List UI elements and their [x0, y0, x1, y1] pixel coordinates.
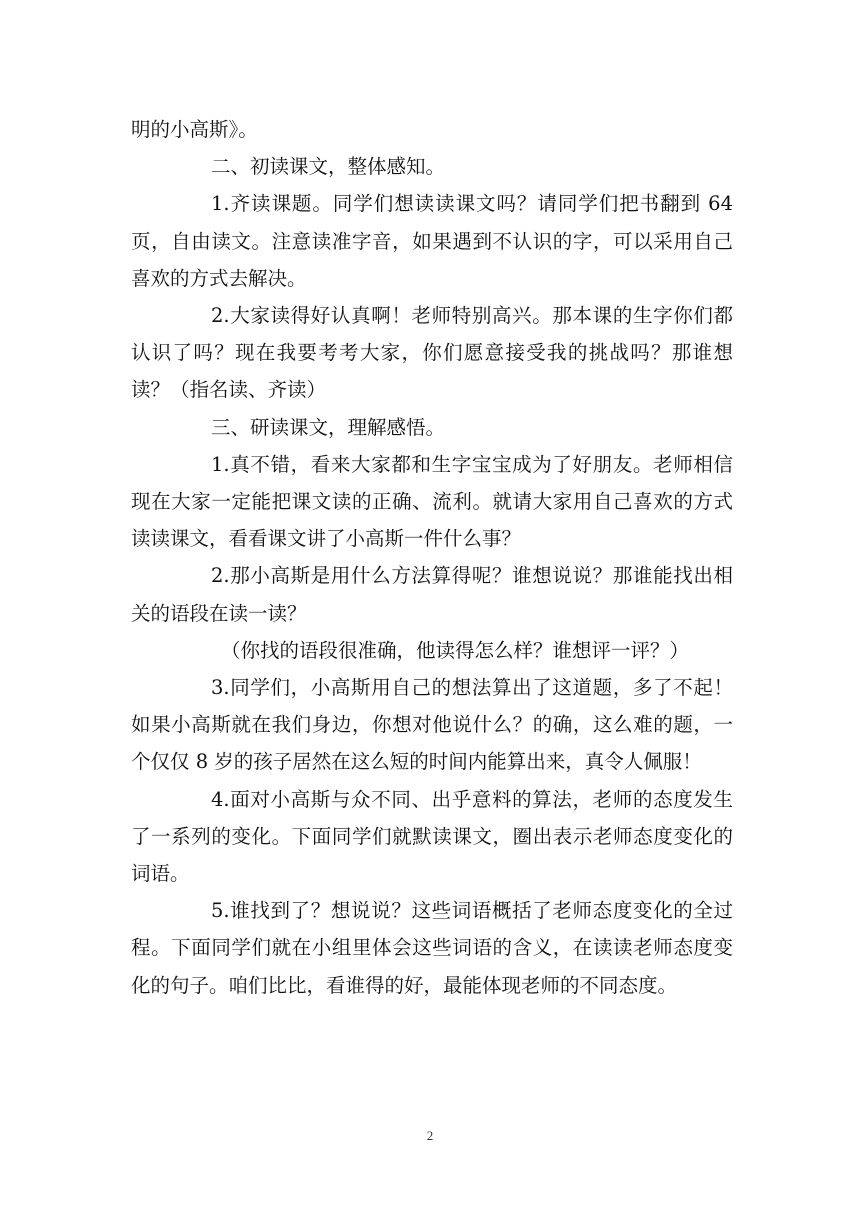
page-number: 2 [426, 1128, 434, 1143]
paragraph-parenthetical-note: （你找的语段很准确，他读得怎么样？谁想评一评？） [221, 638, 690, 662]
paragraph-step-1: 1.齐读课题。同学们想读读课文吗？请同学们把书翻到 64 页，自由读文。注意读准字音，如果遇到不认识的字，可以采用自己喜欢的方式去解决。 [131, 192, 733, 290]
paragraph-continuation: 明的小高斯》。 [131, 118, 258, 141]
paragraph-study-4: 4.面对小高斯与众不同、出乎意料的算法，老师的态度发生了一系列的变化。下面同学们就默读课文，圈出表示老师态度变化的词语。 [131, 787, 733, 886]
paragraph-study-2: 2.那小高斯是用什么方法算得呢？谁想说说？那谁能找出相关的语段在读一读？ [131, 564, 733, 625]
paragraph-study-5: 5.谁找到了？想说说？这些词语概括了老师态度变化的全过程。下面同学们就在小组里体会这些词语的含义，在读读老师态度变化的句子。咱们比比，看谁得的好，最能体现老师的不同态度。 [131, 899, 733, 997]
paragraph-study-3: 3.同学们，小高斯用自己的想法算出了这道题，多了不起！如果小高斯就在我们身边，你想对他说什么？的确，这么难的题，一个仅仅 8 岁的孩子居然在这么短的时间内能算出来，真令人佩服！ [131, 676, 733, 774]
paragraph-step-2: 2.大家读得好认真啊！老师特别高兴。那本课的生字你们都认识了吗？现在我要考考大家，你们愿意接受我的挑战吗？那谁想读？（指名读、齐读） [131, 304, 733, 402]
section-heading-first-reading: 二、初读课文，整体感知。 [211, 155, 446, 179]
document-body [131, 111, 733, 1004]
section-heading-study-text: 三、研读课文，理解感悟。 [211, 415, 446, 439]
paragraph-study-1: 1.真不错，看来大家都和生字宝宝成为了好朋友。老师相信现在大家一定能把课文读的正确、流利。就请大家用自己喜欢的方式读读课文，看看课文讲了小高斯一件什么事？ [131, 452, 733, 551]
